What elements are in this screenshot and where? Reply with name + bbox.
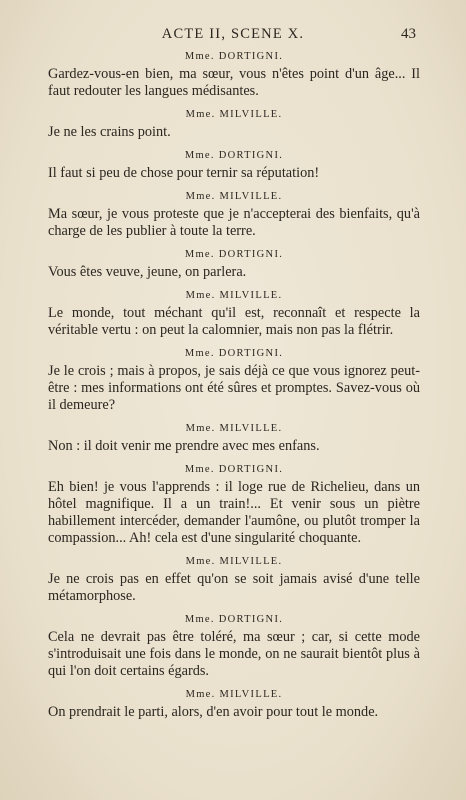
speaker-name: Mme. DORTIGNI. <box>184 464 284 475</box>
speaker-name: Mme. DORTIGNI. <box>184 150 284 161</box>
speaker-name: Mme. DORTIGNI. <box>184 614 284 625</box>
speech-text: Je ne crois pas en effet qu'on se soit jamais avisé d'une telle métamorphose. <box>48 571 420 604</box>
speaker-name: Mme. MILVILLE. <box>185 191 283 202</box>
speaker-name: Mme. MILVILLE. <box>185 290 283 301</box>
speech-text: Je ne les crains point. <box>48 124 171 140</box>
speech-text: Non : il doit venir me prendre avec mes enfans. <box>48 438 320 454</box>
page-number: 43 <box>401 26 416 42</box>
speaker-name: Mme. MILVILLE. <box>185 423 283 434</box>
speech-text: Eh bien! je vous l'apprends : il loge rue de Richelieu, dans un hôtel magnifique. Il a un train!... Et venir sous un piètre habillement intercéder, demander l'aumône, ou plutôt tromper la compassion... Ah! cela est d'une singularité choquante. <box>48 479 420 546</box>
dialogue-body <box>48 50 420 729</box>
page-header <box>0 26 466 44</box>
speech-text: Gardez-vous-en bien, ma sœur, vous n'êtes point d'un âge... Il faut redouter les langues médisantes. <box>48 66 420 99</box>
speech-text: Il faut si peu de chose pour ternir sa réputation! <box>48 165 320 181</box>
speaker-name: Mme. MILVILLE. <box>185 689 283 700</box>
running-head: ACTE II, SCENE X. <box>161 26 305 42</box>
speech-text: Ma sœur, je vous proteste que je n'accepterai des bienfaits, qu'à charge de les publier à toute la terre. <box>48 206 420 239</box>
speech-text: On prendrait le parti, alors, d'en avoir pour tout le monde. <box>48 704 379 720</box>
speaker-name: Mme. DORTIGNI. <box>184 348 284 359</box>
speaker-name: Mme. DORTIGNI. <box>184 249 284 260</box>
speech-text: Le monde, tout méchant qu'il est, reconnaît et respecte la véritable vertu : on peut la calomnier, mais non pas la flétrir. <box>48 305 420 338</box>
speech-text: Je le crois ; mais à propos, je sais déjà ce que vous ignorez peut-être : mes informations ont été sûres et promptes. Savez-vous où il demeure? <box>48 363 420 413</box>
speaker-name: Mme. DORTIGNI. <box>184 51 284 62</box>
speaker-name: Mme. MILVILLE. <box>185 556 283 567</box>
speech-text: Vous êtes veuve, jeune, on parlera. <box>48 264 247 280</box>
speaker-name: Mme. MILVILLE. <box>185 109 283 120</box>
speech-text: Cela ne devrait pas être toléré, ma sœur ; car, si cette mode s'introduisait une fois dans le monde, on ne saurait bientôt plus à qui l'on doit certains égards. <box>48 629 420 679</box>
